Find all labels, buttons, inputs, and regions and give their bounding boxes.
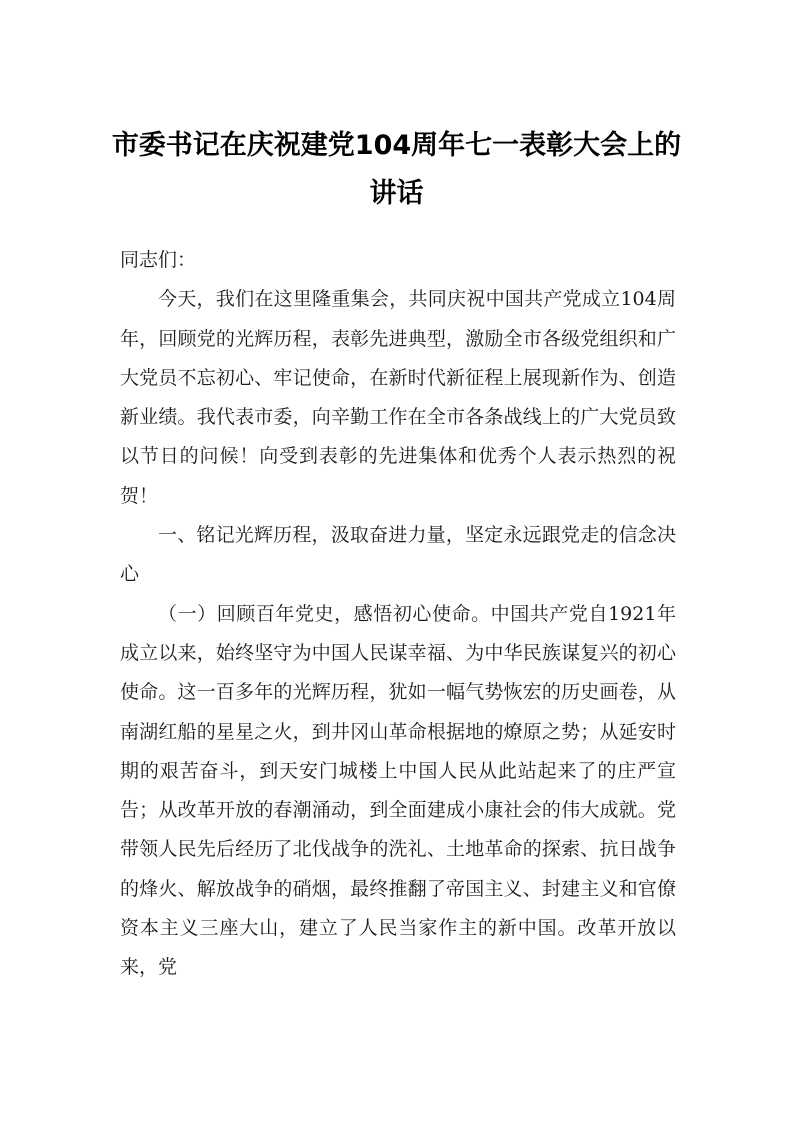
paragraph-opening: 今天，我们在这里隆重集会，共同庆祝中国共产党成立104周年，回顾党的光辉历程，表彰先进典型，激励全市各级党组织和广大党员不忘初心、牢记使命，在新时代新征程上展现新作为、创造新业绩。我代表市委，向辛勤工作在全市各条战线上的广大党员致以节日的问候！向受到表彰的先进集体和优秀个人表示热烈的祝贺！: [120, 288, 676, 507]
paragraph-history: （一）回顾百年党史，感悟初心使命。中国共产党自1921年成立以来，始终坚守为中国人民谋幸福、为中华民族谋复兴的初心使命。这一百多年的光辉历程，犹如一幅气势恢宏的历史画卷，从南湖红船的星星之火，到井冈山革命根据地的燎原之势；从延安时期的艰苦奋斗，到天安门城楼上中国人民从此站起来了的庄严宣告；从改革开放的春潮涌动，到全面建成小康社会的伟大成就。党带领人民先后经历了北伐战争的洗礼、土地革命的探索、抗日战争的烽火、解放战争的硝烟，最终推翻了帝国主义、封建主义和官僚资本主义三座大山，建立了人民当家作主的新中国。改革开放以来，党: [120, 602, 676, 979]
section-heading-1: 一、铭记光辉历程，汲取奋进力量，坚定永远跟党走的信念决心: [120, 524, 676, 586]
document-body: [120, 241, 676, 988]
salutation: 同志们：: [120, 249, 197, 271]
document-title: 市委书记在庆祝建党104周年七一表彰大会上的讲话: [111, 130, 682, 209]
